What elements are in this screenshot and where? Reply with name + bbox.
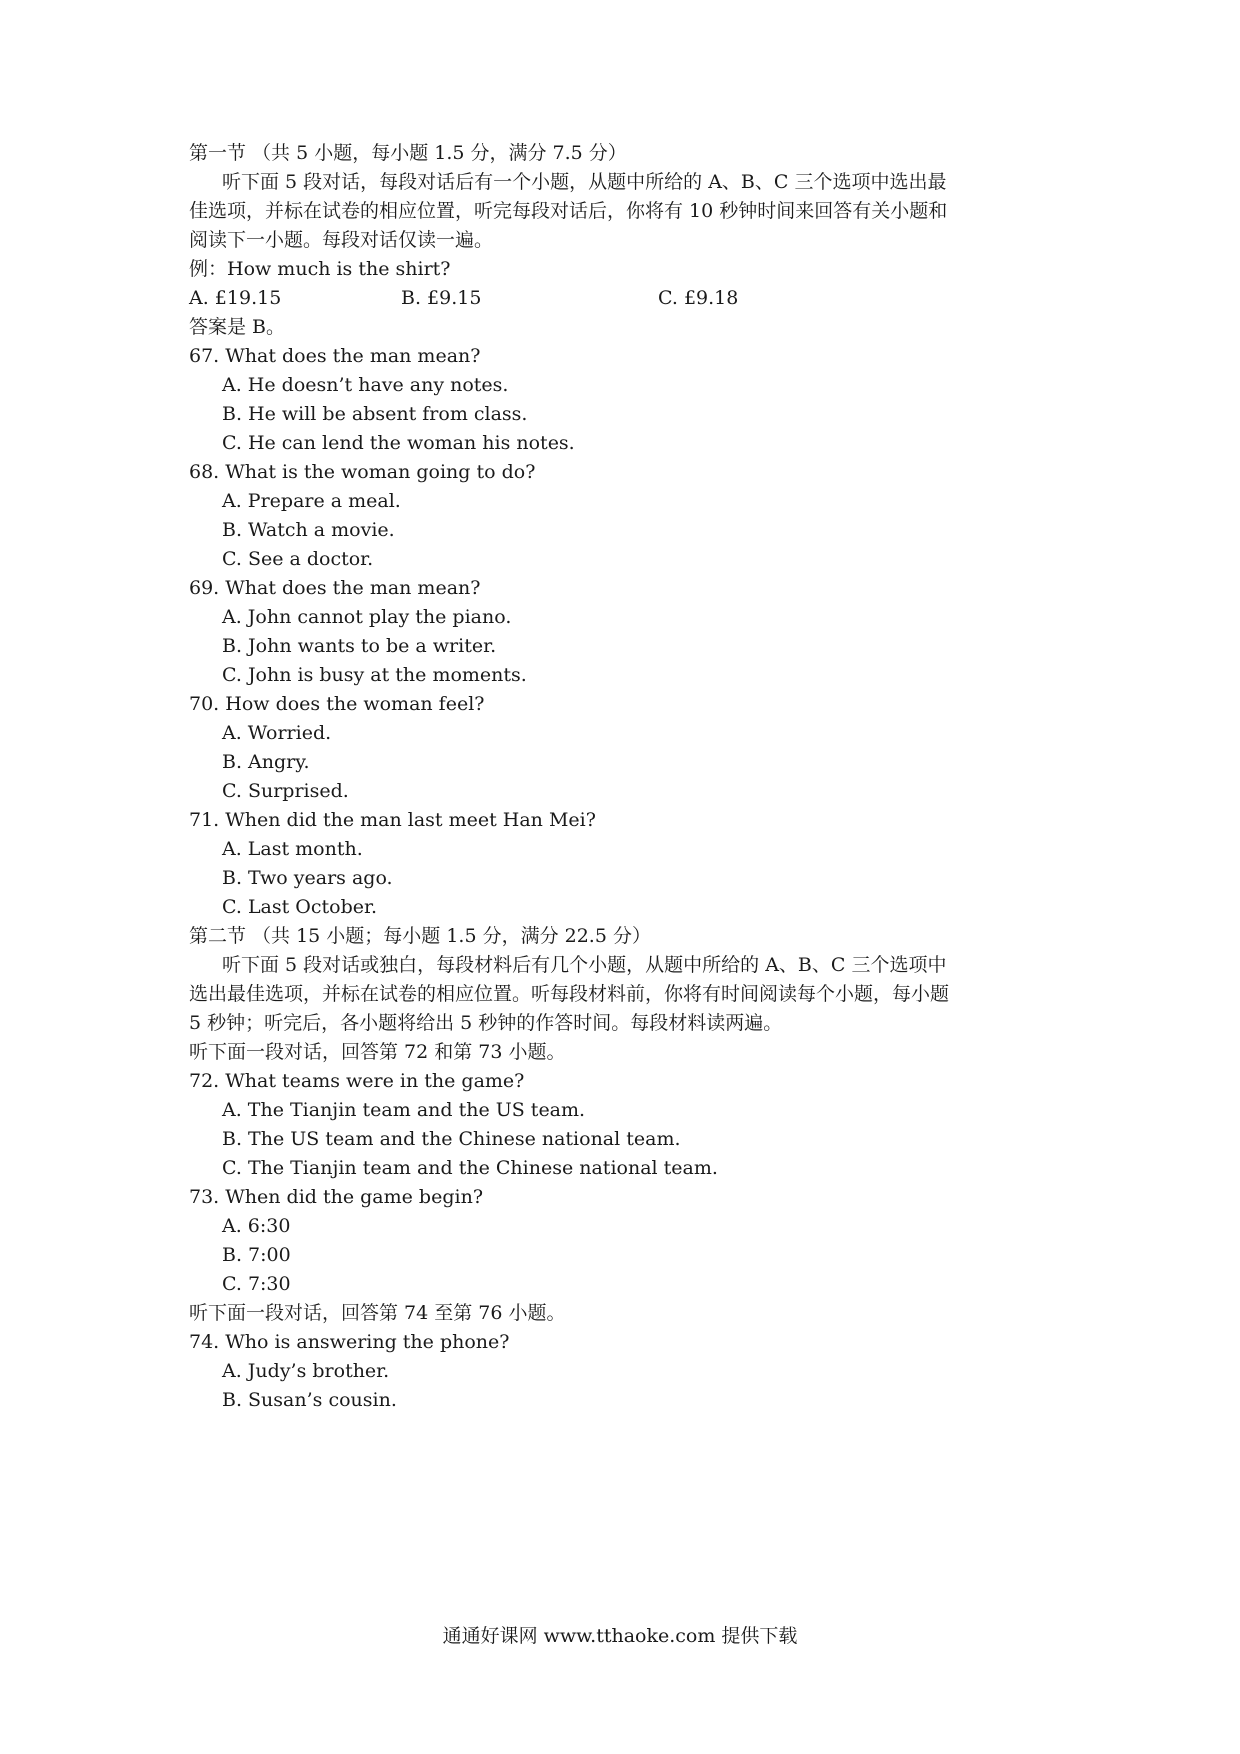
question-option: C. He can lend the woman his notes. (222, 432, 575, 454)
question-stem: 74. Who is answering the phone? (189, 1331, 510, 1353)
question-option: B. Angry. (222, 751, 310, 773)
section1-instruction-line1: 听下面 5 段对话，每段对话后有一个小题，从题中所给的 A、B、C 三个选项中选出最 (222, 171, 947, 193)
question-option: A. Prepare a meal. (222, 490, 401, 512)
question-stem: 72. What teams were in the game? (189, 1070, 525, 1092)
question-option: B. Watch a movie. (222, 519, 395, 541)
question-option: B. 7:00 (222, 1244, 291, 1266)
question-option: A. He doesn’t have any notes. (222, 374, 509, 396)
question-option: A. John cannot play the piano. (222, 606, 512, 628)
question-option: C. The Tianjin team and the Chinese national team. (222, 1157, 718, 1179)
question-option: B. Two years ago. (222, 867, 393, 889)
question-stem: 71. When did the man last meet Han Mei? (189, 809, 596, 831)
example-answer: 答案是 B。 (189, 316, 286, 338)
question-stem: 69. What does the man mean? (189, 577, 481, 599)
question-option: B. He will be absent from class. (222, 403, 528, 425)
question-option: A. 6:30 (222, 1215, 291, 1237)
question-option: B. John wants to be a writer. (222, 635, 497, 657)
question-option: C. 7:30 (222, 1273, 291, 1295)
section1-instruction-line2: 佳选项，并标在试卷的相应位置，听完每段对话后，你将有 10 秒钟时间来回答有关小题和 (189, 200, 948, 222)
group2-intro: 听下面一段对话，回答第 74 至第 76 小题。 (189, 1302, 566, 1324)
example-option-b: B. £9.15 (401, 287, 482, 309)
question-stem: 70. How does the woman feel? (189, 693, 485, 715)
question-option: A. Last month. (222, 838, 363, 860)
example-question: 例：How much is the shirt? (189, 258, 451, 280)
section2-instruction-line3: 5 秒钟；听完后，各小题将给出 5 秒钟的作答时间。每段材料读两遍。 (189, 1012, 783, 1034)
section2-instruction-line2: 选出最佳选项，并标在试卷的相应位置。听每段材料前，你将有时间阅读每个小题，每小题 (189, 983, 950, 1005)
question-option: C. Last October. (222, 896, 378, 918)
example-option-a: A. £19.15 (189, 287, 282, 309)
question-stem: 73. When did the game begin? (189, 1186, 483, 1208)
question-option: B. Susan’s cousin. (222, 1389, 397, 1411)
question-option: C. John is busy at the moments. (222, 664, 527, 686)
section2-heading: 第二节 （共 15 小题；每小题 1.5 分，满分 22.5 分） (189, 925, 651, 947)
page-footer: 通通好课网 www.tthaoke.com 提供下载 (442, 1625, 798, 1647)
section1-heading: 第一节 （共 5 小题，每小题 1.5 分，满分 7.5 分） (189, 142, 627, 164)
question-option: B. The US team and the Chinese national team. (222, 1128, 681, 1150)
example-option-c: C. £9.18 (658, 287, 739, 309)
section1-instruction-line3: 阅读下一小题。每段对话仅读一遍。 (189, 229, 494, 251)
section2-instruction-line1: 听下面 5 段对话或独白，每段材料后有几个小题，从题中所给的 A、B、C 三个选项中 (222, 954, 947, 976)
question-option: A. The Tianjin team and the US team. (222, 1099, 586, 1121)
question-option: C. Surprised. (222, 780, 349, 802)
question-stem: 67. What does the man mean? (189, 345, 481, 367)
question-stem: 68. What is the woman going to do? (189, 461, 536, 483)
group1-intro: 听下面一段对话，回答第 72 和第 73 小题。 (189, 1041, 566, 1063)
question-option: C. See a doctor. (222, 548, 374, 570)
question-option: A. Worried. (222, 722, 332, 744)
question-option: A. Judy’s brother. (222, 1360, 390, 1382)
